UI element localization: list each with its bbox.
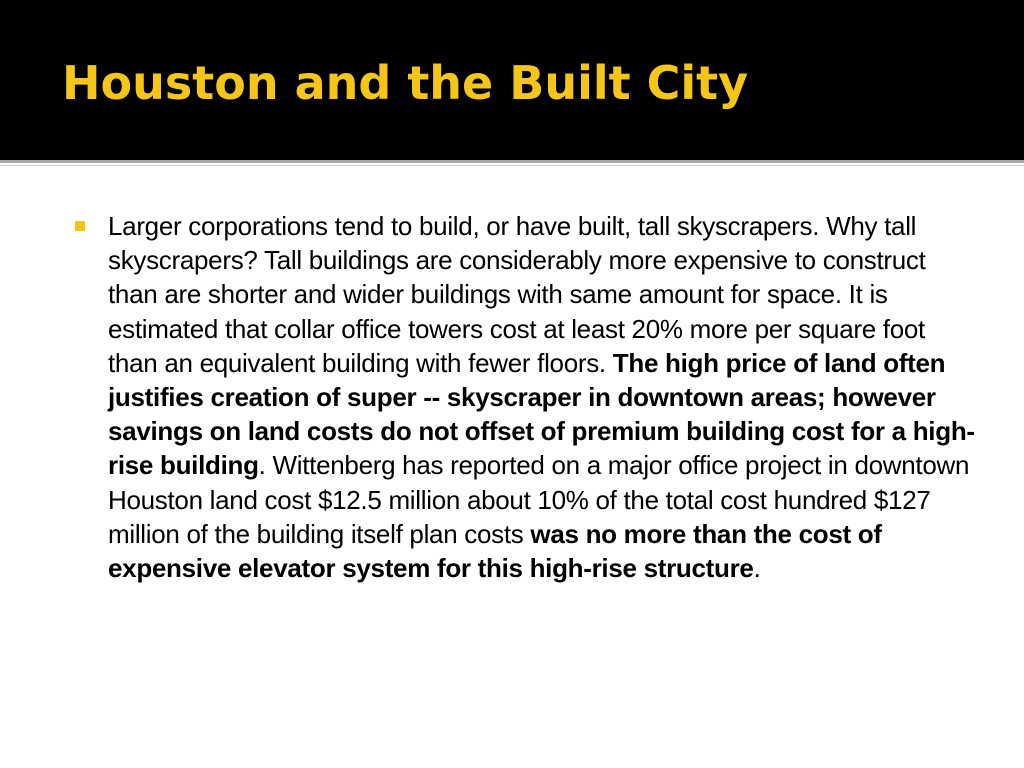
slide-title: Houston and the Built City (62, 56, 749, 110)
title-divider-thin (0, 165, 1024, 166)
bullet-text-bold-segment: The high price of land often justifies creation of super -- skyscraper in downtown areas; however savings on land costs do not offset of premium building cost for a high-rise building (108, 347, 975, 481)
bullet-text-segment: . Wittenberg has reported on a major office project in downtown Houston land cost $12.5 million about 10% of the total cost hundred $127 million of the building itself plan costs (108, 450, 970, 549)
title-divider (0, 160, 1024, 163)
bullet-text (108, 209, 980, 585)
bullet-text-segment: . (753, 553, 761, 584)
square-bullet-icon (75, 221, 85, 231)
title-bar (0, 0, 1024, 160)
bullet-text-bold-segment: was no more than the cost of expensive elevator system for this high-rise structure (108, 518, 882, 584)
bullet-text-segment: Larger corporations tend to build, or have built, tall skyscrapers. Why tall skyscrapers? Tall buildings are considerably more expensive to construct than are shorter and wider buildings with same amount for space. It is estimated that collar office towers cost at least 20% more per square foot than an equivalent building with fewer floors. (108, 211, 926, 378)
